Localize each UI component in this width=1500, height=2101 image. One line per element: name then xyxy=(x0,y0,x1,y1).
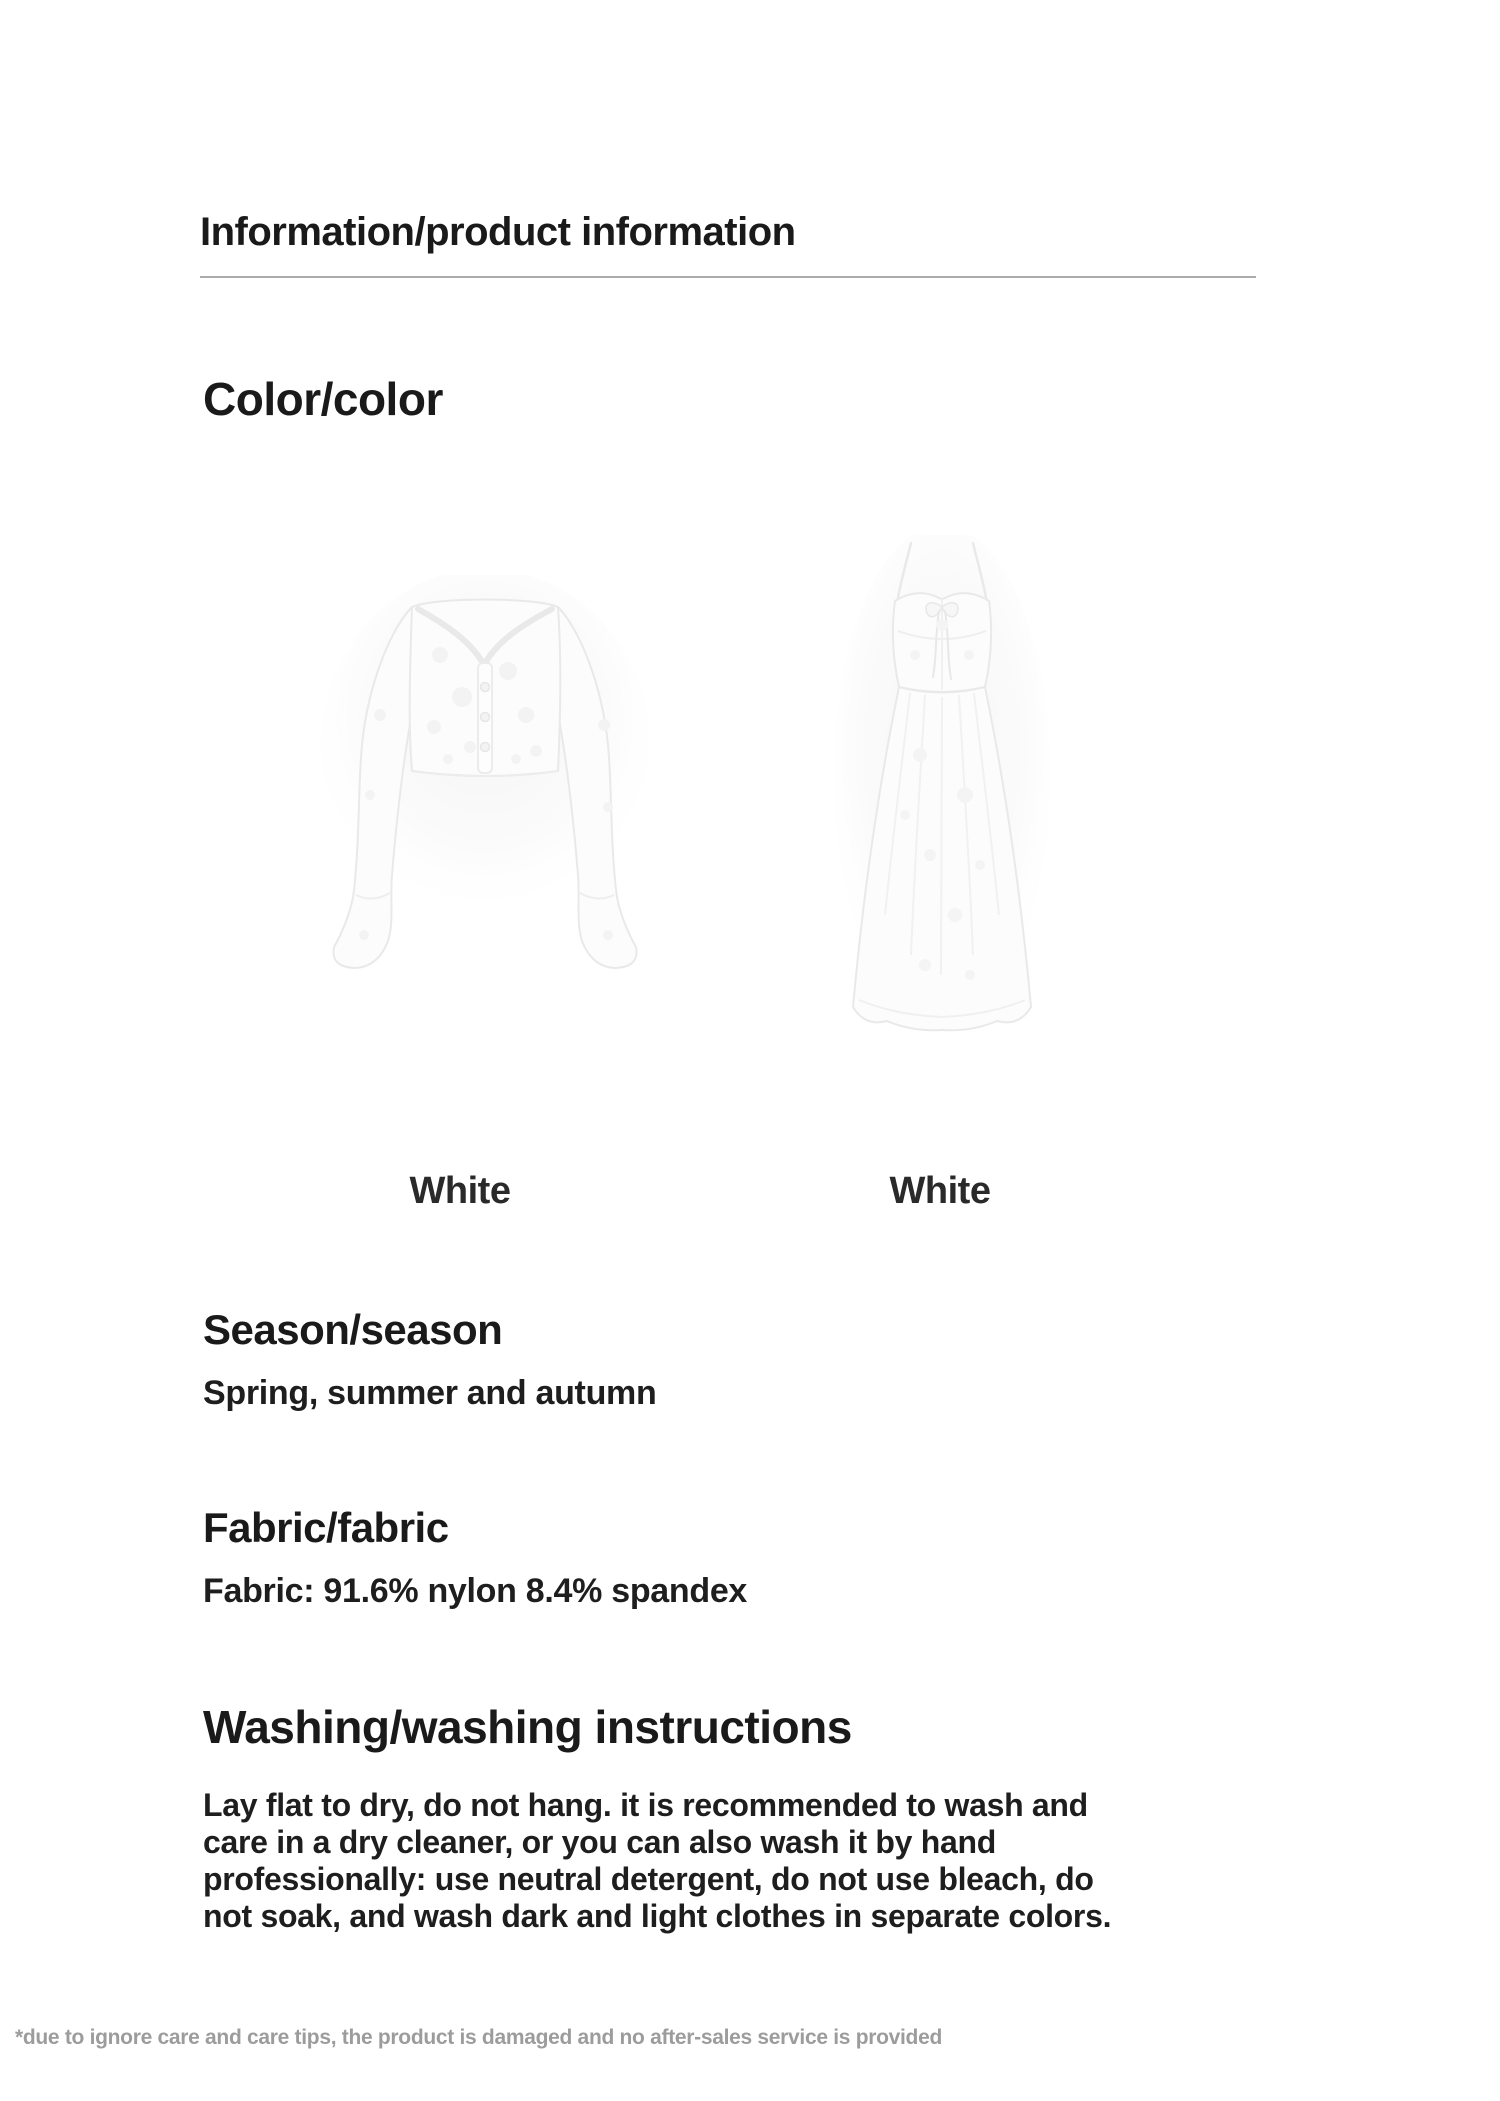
product-color-label-1: White xyxy=(409,1170,511,1212)
washing-instructions xyxy=(203,1787,1111,1935)
product-color-label-2: White xyxy=(889,1170,991,1212)
color-section-heading: Color/color xyxy=(203,373,443,425)
footer-note: *due to ignore care and care tips, the product is damaged and no after-sales service is provided xyxy=(15,2026,942,2049)
product-figure-crop-top xyxy=(320,575,650,975)
washing-line-4: not soak, and wash dark and light clothes in separate colors. xyxy=(203,1898,1112,1934)
title-divider xyxy=(200,276,1256,278)
white-lace-crop-top-image xyxy=(320,575,650,975)
fabric-section-heading: Fabric/fabric xyxy=(203,1504,449,1551)
season-text: Spring, summer and autumn xyxy=(203,1374,657,1412)
washing-section-heading: Washing/washing instructions xyxy=(203,1701,852,1753)
washing-line-1: Lay flat to dry, do not hang. it is recommended to wash and xyxy=(203,1787,1088,1823)
fabric-text: Fabric: 91.6% nylon 8.4% spandex xyxy=(203,1572,748,1610)
washing-line-3: professionally: use neutral detergent, do not use bleach, do xyxy=(203,1861,1094,1897)
page-title: Information/product information xyxy=(200,210,796,254)
white-lace-slip-dress-image xyxy=(835,535,1050,1045)
product-figure-slip-dress xyxy=(835,535,1050,1045)
washing-line-2: care in a dry cleaner, or you can also wash it by hand xyxy=(203,1824,996,1860)
season-section-heading: Season/season xyxy=(203,1306,503,1353)
